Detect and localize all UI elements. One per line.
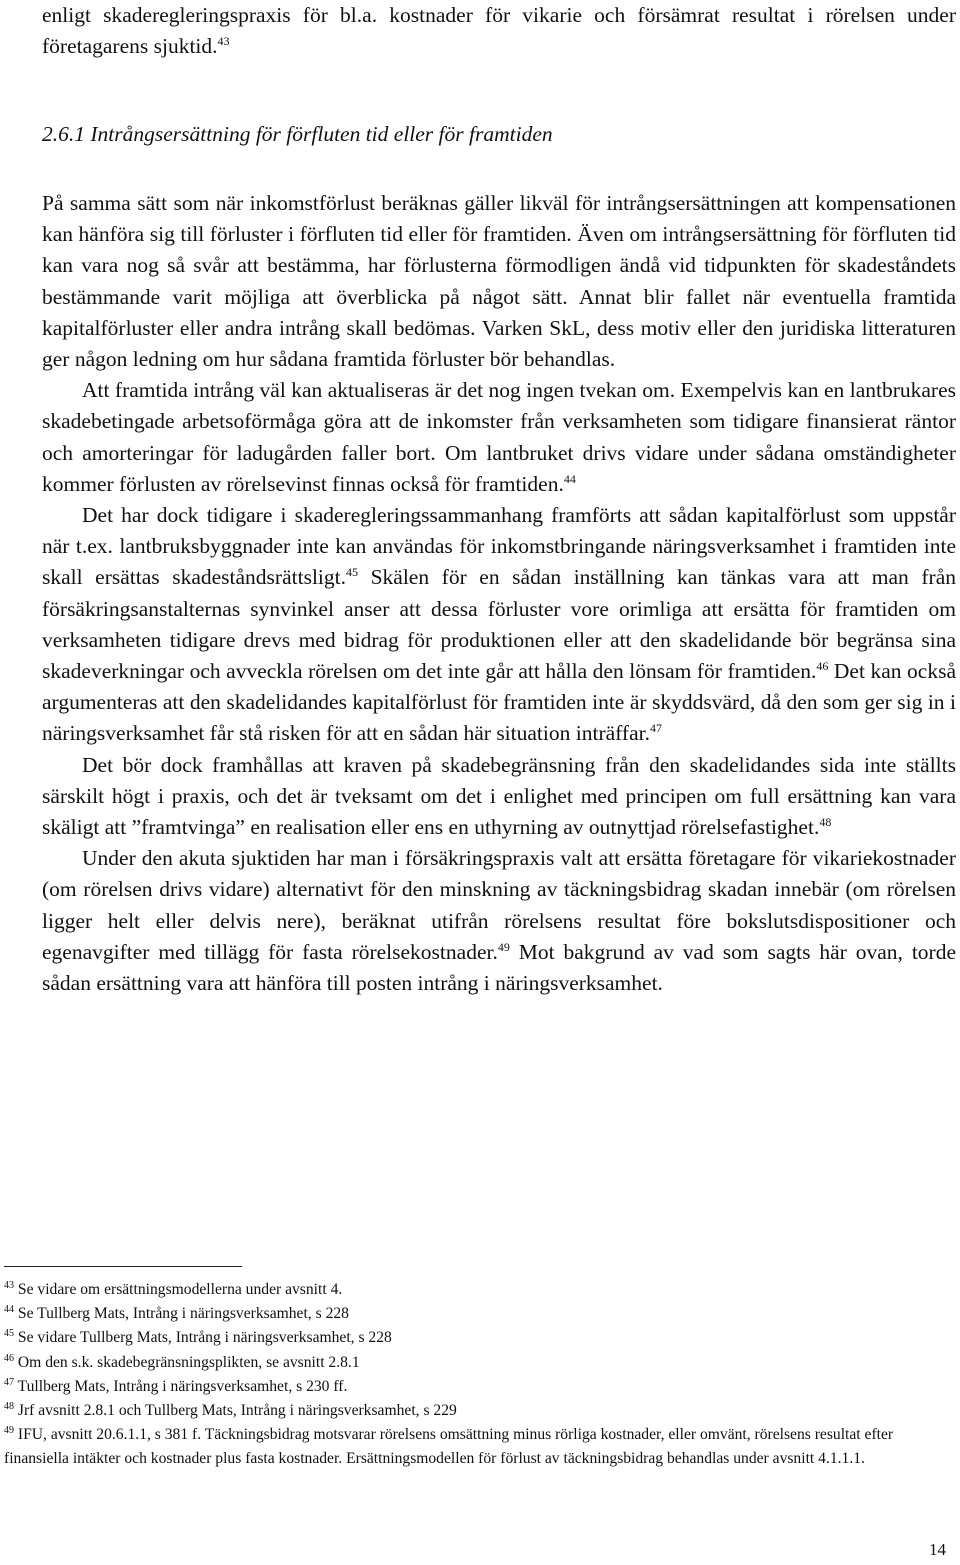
paragraph-1 xyxy=(42,188,956,375)
continuation-text: enligt skaderegleringspraxis för bl.a. kostnader för vikarie och försämrat resultat i rörelsen under företagarens sjuktid. xyxy=(42,3,956,59)
footnote-divider xyxy=(4,1266,242,1267)
footnote-text: Se vidare om ersättningsmodellerna under avsnitt 4. xyxy=(17,1281,343,1298)
section-heading: 2.6.1 Intrångsersättning för förfluten tid eller för framtiden xyxy=(42,122,553,146)
paragraph-text: Under den akuta sjuktiden har man i försäkringspraxis valt att ersätta företagare för vikariekostnader (om rörelsen drivs vidare) alternativt för den minskning av täckningsbidrag skadan innebär (om rörelsen ligger helt eller delvis nere), beräknat utifrån rörelsens resultat före bokslutsdispositioner och egenavgifter med tillägg för fasta rörelsekostnader. xyxy=(42,846,956,964)
footnote-ref[interactable]: 45 xyxy=(346,565,358,580)
footnote-ref[interactable]: 49 xyxy=(497,939,510,954)
footnote-number: 49 xyxy=(4,1425,14,1437)
footnote-text: IFU, avsnitt 20.6.1.1, s 381 f. Täckningsbidrag motsvarar rörelsens omsättning minus rörliga kostnader, eller omvänt, rörelsens resultat efter finansiella intäkter och kostnader plus fasta kostnader. Ersättningsmodellen för förlust av täckningsbidrag behandlas under avsnitt 4.1.1.1. xyxy=(4,1426,894,1468)
footnote-ref[interactable]: 47 xyxy=(649,721,662,736)
footnote xyxy=(4,1375,950,1399)
paragraph-4 xyxy=(42,750,956,844)
footnote-text: Jrf avsnitt 2.8.1 och Tullberg Mats, Intrång i näringsverksamhet, s 229 xyxy=(17,1402,457,1420)
footnote-number: 47 xyxy=(4,1376,14,1388)
footnote-number: 43 xyxy=(4,1279,14,1291)
section-body xyxy=(42,188,956,999)
footnote-ref[interactable]: 46 xyxy=(816,658,829,673)
continuation-paragraph xyxy=(42,0,956,62)
paragraph-3 xyxy=(42,500,956,750)
footnote-number: 44 xyxy=(4,1304,14,1316)
footnote-ref[interactable]: 43 xyxy=(217,34,230,49)
paragraph-text: Skälen för en sådan inställning kan tänkas vara att man från försäkringsanstalternas synvinkel anser att dessa förluster vore orimliga att ersätta för framtiden om verksamheten tidigare drevs med bidrag för produktionen eller att den skadelidande bör begränsa sina skadeverkningar och avveckla rörelsen om det inte går att hålla den lönsam för framtiden. xyxy=(42,565,956,684)
footnote xyxy=(4,1423,950,1471)
paragraph-5 xyxy=(42,843,956,999)
footnote-number: 48 xyxy=(4,1400,14,1412)
page-number: 14 xyxy=(929,1540,946,1559)
footnote xyxy=(4,1302,950,1326)
paragraph-text: På samma sätt som när inkomstförlust beräknas gäller likväl för intrångsersättningen att kompensationen kan hänföra sig till förluster i förfluten tid eller för framtiden. Även om intrångsersättning för förfluten tid kan vara nog så svår att bestämma, har förlusterna förmodligen ändå vid tidpunkten för skadeståndets bestämmande varit möjliga att överblicka på något sätt. Annat blir fallet när eventuella framtida kapitalförluster eller andra intrång skall bedömas. Varken SkL, dess motiv eller den juridiska litteraturen ger någon ledning om hur sådana framtida förluster bör behandlas. xyxy=(42,191,956,372)
footnote-text: Om den s.k. skadebegränsningsplikten, se avsnitt 2.8.1 xyxy=(17,1353,360,1371)
footnote xyxy=(4,1278,950,1302)
paragraph-text: Det kan också argumenteras att den skadelidandes kapitalförlust för framtiden inte är skyddsvärd, då den som ger sig in i näringsverksamhet får stå risken för att en sådan här situation inträffar. xyxy=(42,659,956,746)
footnote-number: 46 xyxy=(4,1352,14,1364)
paragraph-2 xyxy=(42,375,956,500)
footnote-text: Se vidare Tullberg Mats, Intrång i näringsverksamhet, s 228 xyxy=(17,1329,392,1347)
footnote xyxy=(4,1399,950,1423)
footnote-ref[interactable]: 44 xyxy=(563,471,576,486)
paragraph-text: Det bör dock framhållas att kraven på skadebegränsning från den skadelidandes sida inte ställts särskilt högt i praxis, och det är tveksamt om det i enlighet med principen om full ersättning kan vara skäligt att ”framtvinga” en realisation eller ens en uthyrning av outnyttjad rörelsefastighet. xyxy=(42,752,956,840)
footnote xyxy=(4,1351,950,1375)
footnote-ref[interactable]: 48 xyxy=(819,814,832,829)
footnote-text: Se Tullberg Mats, Intrång i näringsverksamhet, s 228 xyxy=(17,1305,349,1323)
footnote-number: 45 xyxy=(4,1328,14,1340)
paragraph-text: Mot bakgrund av vad som sagts här ovan, torde sådan ersättning vara att hänföra till posten intrång i näringsverksamhet. xyxy=(42,939,956,996)
footnotes xyxy=(4,1278,950,1472)
footnote-text: Tullberg Mats, Intrång i näringsverksamhet, s 230 ff. xyxy=(17,1377,348,1395)
paragraph-text: Det har dock tidigare i skaderegleringssammanhang framförts att sådan kapitalförlust som uppstår när t.ex. lantbruksbyggnader inte kan användas för inkomstbringande näringsverksamhet i framtiden inte skall ersättas skadeståndsrättsligt. xyxy=(42,503,956,590)
paragraph-text: Att framtida intrång väl kan aktualiseras är det nog ingen tvekan om. Exempelvis kan en lantbrukares skadebetingade arbetsoförmåga göra att de inkomster från verksamheten som tidigare finansierat räntor och amorteringar för ladugården faller bort. Om lantbruket drivs vidare under sådana omständigheter kommer förlusten av rörelsevinst finnas också för framtiden. xyxy=(42,378,956,496)
footnote xyxy=(4,1326,950,1350)
